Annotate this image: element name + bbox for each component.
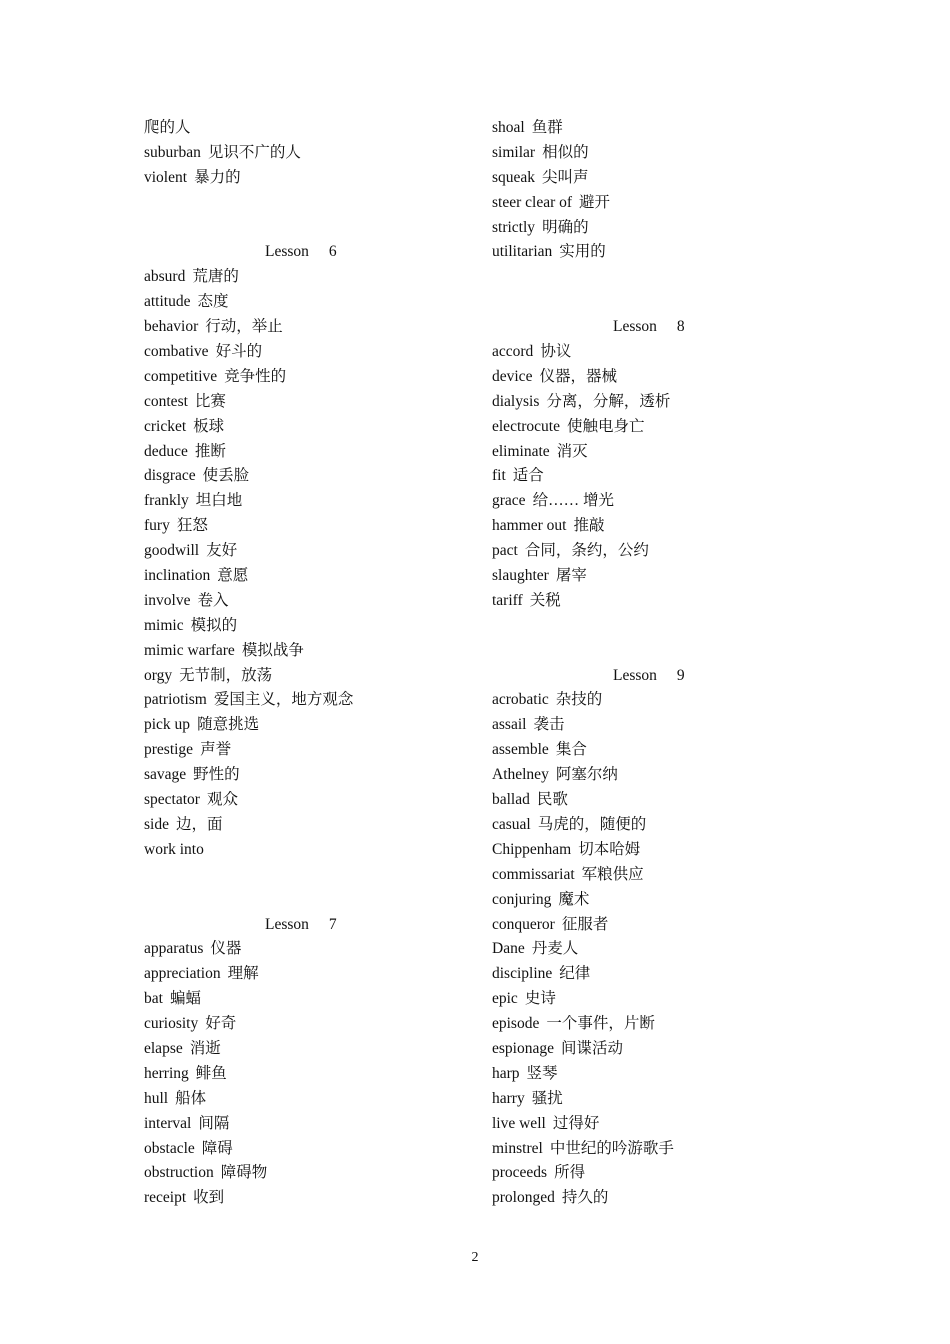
headword: electrocute: [492, 417, 560, 435]
vocab-entry: [144, 589, 474, 614]
headword: ballad: [492, 791, 530, 809]
vocab-entry: [492, 962, 822, 987]
vocab-entry: [144, 290, 474, 315]
headword: attitude: [144, 293, 191, 311]
definition: 狂怒: [176, 517, 208, 535]
lesson-heading: [492, 664, 822, 689]
definition: 比赛: [194, 392, 226, 410]
headword: tariff: [492, 591, 523, 609]
vocab-entry: [144, 614, 474, 639]
definition: 行动，举止: [205, 318, 283, 336]
definition: 分离，分解，透析: [546, 392, 671, 410]
definition: 中世纪的吟游歌手: [549, 1139, 674, 1157]
headword: hull: [144, 1089, 169, 1107]
headword: herring: [144, 1064, 189, 1082]
headword: frankly: [144, 492, 189, 510]
definition: 间隔: [198, 1114, 230, 1132]
headword: savage: [144, 766, 187, 784]
definition: 暴力的: [194, 168, 241, 186]
vocab-entry: [492, 564, 822, 589]
vocab-entry: [144, 141, 474, 166]
blank-line: [492, 290, 822, 315]
headword: prolonged: [492, 1189, 555, 1207]
vocab-entry: [492, 937, 822, 962]
vocab-entry: [144, 489, 474, 514]
lesson-heading: [144, 240, 474, 265]
headword: dialysis: [492, 392, 540, 410]
headword: obstacle: [144, 1139, 195, 1157]
vocab-entry: [492, 1012, 822, 1037]
definition: 实用的: [559, 243, 606, 261]
definition: 态度: [197, 293, 229, 311]
headword: grace: [492, 492, 526, 510]
definition: 相似的: [542, 143, 589, 161]
headword: hammer out: [492, 517, 567, 535]
blank-line: [144, 863, 474, 888]
definition: 卷入: [197, 591, 229, 609]
lesson-label: Lesson: [613, 666, 657, 684]
vocab-entry: [144, 1186, 474, 1211]
vocab-entry: [144, 937, 474, 962]
vocab-entry: [144, 390, 474, 415]
vocab-entry: [492, 539, 822, 564]
vocab-entry: [492, 813, 822, 838]
headword: accord: [492, 343, 534, 361]
vocab-entry: [492, 987, 822, 1012]
definition: 使丢脸: [202, 467, 250, 485]
right-column: [492, 116, 822, 1211]
vocab-entry: [144, 514, 474, 539]
definition: 模拟战争: [241, 641, 304, 659]
headword: slaughter: [492, 567, 549, 585]
definition: 一个事件，片断: [546, 1015, 655, 1033]
vocab-entry: [144, 1012, 474, 1037]
headword: work into: [144, 840, 204, 858]
lesson-number: 6: [328, 243, 337, 261]
vocab-entry: [492, 888, 822, 913]
headword: apparatus: [144, 940, 204, 958]
headword: mimic warfare: [144, 641, 235, 659]
headword: involve: [144, 591, 191, 609]
vocab-entry: [492, 1037, 822, 1062]
headword: similar: [492, 143, 536, 161]
headword: goodwill: [144, 542, 200, 560]
vocab-entry: [492, 116, 822, 141]
vocab-entry: [144, 440, 474, 465]
definition: 船体: [175, 1089, 207, 1107]
vocab-entry: [492, 240, 822, 265]
headword: strictly: [492, 218, 536, 236]
vocab-entry: [492, 216, 822, 241]
definition: 切本哈姆: [578, 840, 641, 858]
vocab-entry: [492, 688, 822, 713]
blank-line: [144, 216, 474, 241]
definition: 鱼群: [531, 119, 563, 136]
vocab-entry: [492, 713, 822, 738]
vocab-entry: [492, 390, 822, 415]
headword: interval: [144, 1114, 192, 1132]
vocab-entry: [144, 1062, 474, 1087]
vocab-entry: [492, 340, 822, 365]
headword: prestige: [144, 741, 194, 759]
vocab-entry: [492, 1186, 822, 1211]
definition: 消逝: [189, 1039, 221, 1057]
headword: device: [492, 367, 533, 385]
headword: orgy: [144, 666, 173, 684]
headword: patriotism: [144, 691, 207, 709]
vocab-entry: [492, 415, 822, 440]
definition: 阿塞尔纳: [555, 766, 618, 784]
vocab-entry: [144, 713, 474, 738]
vocab-entry: [492, 1112, 822, 1137]
headword: disgrace: [144, 467, 196, 485]
vocab-entry: [492, 1087, 822, 1112]
definition: 荒唐的: [192, 268, 239, 286]
headword: discipline: [492, 965, 553, 983]
headword: spectator: [144, 791, 200, 809]
vocab-entry: [144, 265, 474, 290]
headword: squeak: [492, 168, 536, 186]
definition: 竞争性的: [224, 367, 287, 385]
definition: 魔术: [558, 890, 590, 908]
lesson-label: Lesson: [613, 318, 657, 336]
headword: shoal: [492, 119, 525, 136]
headword: proceeds: [492, 1164, 548, 1182]
headword: contest: [144, 392, 188, 410]
blank-line: [492, 265, 822, 290]
headword: harry: [492, 1089, 525, 1107]
vocab-entry: [492, 838, 822, 863]
headword: casual: [492, 815, 531, 833]
blank-line: [144, 191, 474, 216]
definition: 见识不广的人: [207, 143, 301, 161]
vocab-entry: [144, 838, 474, 863]
definition: 间谍活动: [560, 1039, 623, 1057]
definition: 理解: [227, 965, 259, 983]
definition: 观众: [206, 791, 238, 809]
vocab-entry: [144, 962, 474, 987]
vocab-entry: [492, 1161, 822, 1186]
headword: pick up: [144, 716, 191, 734]
definition: 适合: [512, 467, 544, 485]
blank-line: [492, 614, 822, 639]
definition: 仪器，器械: [539, 367, 617, 385]
definition: 避开: [579, 193, 611, 211]
lesson-label: Lesson: [265, 915, 309, 933]
definition: 军粮供应: [581, 865, 644, 883]
vocab-entry: [144, 1161, 474, 1186]
headword: elapse: [144, 1039, 183, 1057]
headword: eliminate: [492, 442, 550, 460]
vocab-entry: [492, 141, 822, 166]
lesson-label: Lesson: [265, 243, 309, 261]
headword: mimic: [144, 616, 184, 634]
vocab-entry: [144, 539, 474, 564]
blank-line: [144, 888, 474, 913]
vocab-entry: [144, 688, 474, 713]
vocab-entry: [144, 639, 474, 664]
vocab-entry: [144, 763, 474, 788]
definition: 持久的: [561, 1189, 609, 1207]
vocab-entry: [144, 340, 474, 365]
definition: 障碍: [201, 1139, 233, 1157]
headword: side: [144, 815, 169, 833]
vocab-entry: [144, 788, 474, 813]
definition: 收到: [193, 1189, 225, 1207]
definition: 推断: [194, 442, 226, 460]
definition: 鲱鱼: [195, 1064, 227, 1082]
definition: 征服者: [561, 915, 609, 933]
headword: obstruction: [144, 1164, 214, 1182]
headword: receipt: [144, 1189, 187, 1207]
vocab-entry: [144, 813, 474, 838]
definition: 仪器: [210, 940, 242, 958]
definition: 推敲: [573, 517, 605, 535]
vocab-entry: [492, 589, 822, 614]
headword: cricket: [144, 417, 187, 435]
vocab-entry: [144, 315, 474, 340]
vocab-entry: [144, 1087, 474, 1112]
definition: 丹麦人: [531, 940, 579, 958]
vocab-entry: [492, 1062, 822, 1087]
headword: Chippenham: [492, 840, 572, 858]
vocab-entry: [492, 464, 822, 489]
definition: 使触电身亡: [566, 417, 645, 435]
headword: 爬的人: [144, 119, 191, 136]
vocab-entry: [492, 788, 822, 813]
headword: inclination: [144, 567, 211, 585]
vocab-entry: [492, 738, 822, 763]
page-number: 2: [471, 1250, 479, 1265]
lesson-heading: [492, 315, 822, 340]
definition: 蝙蝠: [169, 990, 201, 1008]
vocab-entry: [144, 1137, 474, 1162]
headword: curiosity: [144, 1015, 199, 1033]
definition: 协议: [540, 343, 572, 361]
headword: fit: [492, 467, 506, 485]
vocab-entry: [492, 863, 822, 888]
headword: fury: [144, 517, 170, 535]
vocab-entry: [492, 166, 822, 191]
definition: 尖叫声: [542, 168, 589, 186]
definition: 集合: [555, 741, 587, 759]
headword: deduce: [144, 442, 188, 460]
vocab-entry: [492, 489, 822, 514]
headword: conqueror: [492, 915, 555, 933]
headword: steer clear of: [492, 193, 573, 211]
vocab-entry: [144, 116, 474, 141]
headword: competitive: [144, 367, 218, 385]
definition: 所得: [554, 1164, 586, 1182]
headword: combative: [144, 343, 209, 361]
headword: episode: [492, 1015, 540, 1033]
vocab-entry: [144, 664, 474, 689]
headword: pact: [492, 542, 518, 560]
definition: 骚扰: [531, 1089, 563, 1107]
headword: assemble: [492, 741, 549, 759]
headword: assail: [492, 716, 527, 734]
headword: espionage: [492, 1039, 554, 1057]
definition: 杂技的: [555, 691, 603, 709]
headword: absurd: [144, 268, 186, 286]
vocab-entry: [144, 415, 474, 440]
lesson-heading: [144, 913, 474, 938]
definition: 好奇: [205, 1015, 237, 1033]
lesson-number: 7: [328, 915, 337, 933]
headword: Athelney: [492, 766, 549, 784]
definition: 袭击: [533, 716, 565, 734]
definition: 板球: [193, 417, 225, 435]
headword: behavior: [144, 318, 199, 336]
definition: 马虎的，随便的: [537, 815, 647, 833]
headword: harp: [492, 1064, 520, 1082]
definition: 无节制，放荡: [179, 666, 273, 684]
headword: epic: [492, 990, 518, 1008]
vocab-entry: [144, 166, 474, 191]
vocab-entry: [144, 564, 474, 589]
vocab-entry: [144, 464, 474, 489]
vocab-entry: [492, 1137, 822, 1162]
definition: 屠宰: [555, 567, 587, 585]
headword: appreciation: [144, 965, 221, 983]
definition: 坦白地: [195, 492, 243, 510]
vocab-entry: [492, 763, 822, 788]
headword: Dane: [492, 940, 525, 958]
headword: minstrel: [492, 1139, 543, 1157]
headword: bat: [144, 990, 163, 1008]
headword: acrobatic: [492, 691, 549, 709]
vocab-entry: [492, 514, 822, 539]
lesson-number: 9: [676, 666, 685, 684]
headword: suburban: [144, 143, 201, 161]
headword: commissariat: [492, 865, 575, 883]
definition: 爱国主义，地方观念: [213, 691, 354, 709]
definition: 模拟的: [190, 616, 238, 634]
left-column: [144, 116, 474, 1211]
vocab-entry: [492, 365, 822, 390]
vocab-entry: [492, 191, 822, 216]
definition: 野性的: [193, 766, 240, 784]
definition: 意愿: [217, 567, 249, 585]
vocab-entry: [144, 365, 474, 390]
definition: 明确的: [542, 218, 589, 236]
definition: 过得好: [552, 1114, 600, 1132]
headword: utilitarian: [492, 243, 553, 261]
vocab-entry: [144, 1112, 474, 1137]
vocab-entry: [144, 987, 474, 1012]
definition: 给…… 增光: [532, 492, 614, 510]
vocab-entry: [492, 440, 822, 465]
definition: 竖琴: [526, 1064, 558, 1082]
blank-line: [492, 639, 822, 664]
headword: violent: [144, 168, 188, 186]
headword: conjuring: [492, 890, 552, 908]
definition: 关税: [529, 591, 561, 609]
definition: 随意挑选: [197, 716, 260, 734]
vocab-entry: [492, 913, 822, 938]
definition: 障碍物: [220, 1164, 268, 1182]
definition: 边，面: [175, 815, 223, 833]
vocab-entry: [144, 1037, 474, 1062]
definition: 友好: [206, 542, 238, 560]
definition: 好斗的: [215, 343, 263, 361]
definition: 史诗: [524, 990, 556, 1008]
definition: 纪律: [559, 965, 591, 983]
definition: 声誉: [200, 741, 232, 759]
headword: live well: [492, 1114, 546, 1132]
vocab-entry: [144, 738, 474, 763]
definition: 合同，条约，公约: [524, 542, 649, 560]
definition: 消灭: [556, 442, 588, 460]
lesson-number: 8: [676, 318, 685, 336]
definition: 民歌: [536, 791, 568, 809]
